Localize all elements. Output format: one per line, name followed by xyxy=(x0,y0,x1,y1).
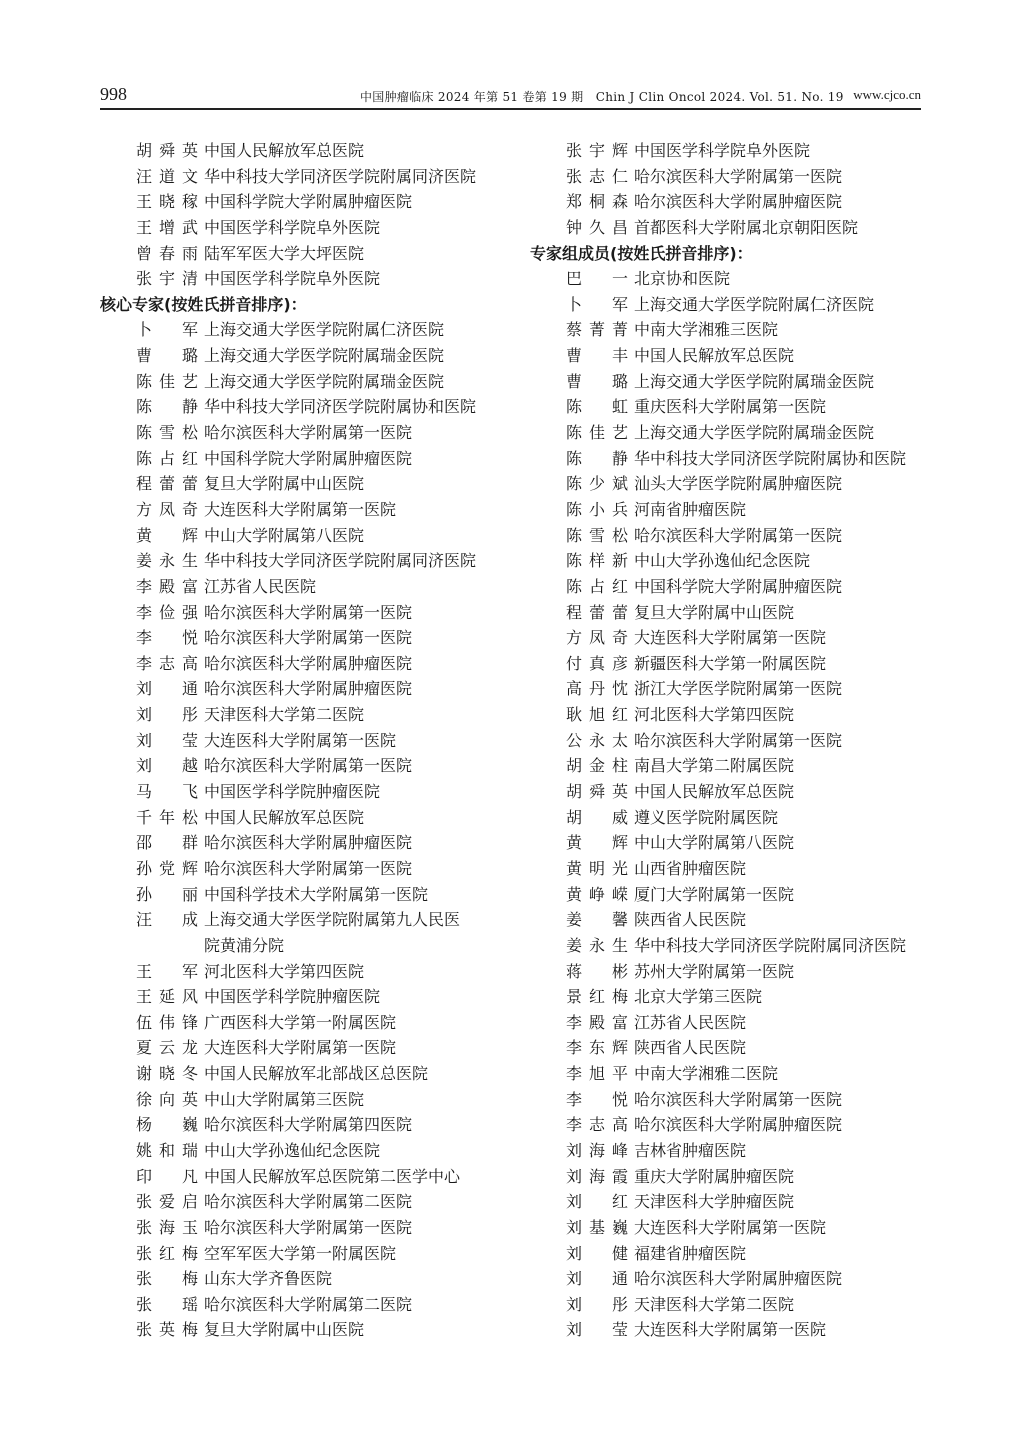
member-entry xyxy=(100,1061,500,1087)
member-institution: 哈尔滨医科大学附属第一医院 xyxy=(634,730,843,750)
member-entry xyxy=(100,830,500,856)
member-institution: 重庆医科大学附属第一医院 xyxy=(634,397,827,417)
member-institution: 陆军军医大学大坪医院 xyxy=(204,243,365,263)
member-name: 高丹忱 xyxy=(566,679,628,699)
member-entry xyxy=(100,676,500,702)
member-name: 张宇辉 xyxy=(566,141,628,160)
member-name: 张志仁 xyxy=(566,166,628,186)
journal-citation: 中国肿瘤临床 2024 年第 51 卷第 19 期 Chin J Clin Oncol 2024. Vol. 51. No. 19 xyxy=(360,90,844,104)
member-institution: 天津医科大学第二医院 xyxy=(634,1294,795,1314)
member-institution: 北京大学第三医院 xyxy=(634,987,763,1007)
member-entry xyxy=(100,1010,500,1036)
member-institution: 中国科学院大学附属肿瘤医院 xyxy=(204,448,413,468)
member-name: 徐向英 xyxy=(136,1089,198,1109)
member-entry xyxy=(530,856,930,882)
member-entry xyxy=(530,471,930,497)
member-institution: 大连医科大学附属第一医院 xyxy=(204,730,397,750)
member-institution: 河北医科大学第四医院 xyxy=(634,705,795,725)
member-entry xyxy=(530,625,930,651)
member-entry xyxy=(530,1061,930,1087)
member-name: 胡舜英 xyxy=(566,782,628,802)
member-name: 李东辉 xyxy=(566,1038,628,1058)
entry-continuation xyxy=(100,933,500,959)
member-entry xyxy=(530,446,930,472)
member-name: 耿旭红 xyxy=(566,705,628,725)
member-name: 刘海霞 xyxy=(566,1166,628,1186)
member-institution: 江苏省人民医院 xyxy=(634,1012,747,1032)
member-name: 李悦 xyxy=(566,1089,628,1109)
member-name: 公永太 xyxy=(566,730,628,750)
member-entry xyxy=(530,805,930,831)
member-entry xyxy=(100,1112,500,1138)
member-name: 黄峥嵘 xyxy=(566,884,628,904)
member-name: 汪成 xyxy=(136,910,198,930)
member-entry xyxy=(530,1112,930,1138)
member-name: 黄辉 xyxy=(566,833,628,853)
member-entry xyxy=(530,600,930,626)
member-name: 郑桐森 xyxy=(566,192,628,212)
member-institution: 中山大学孙逸仙纪念医院 xyxy=(204,1140,381,1160)
member-institution: 上海交通大学医学院附属仁济医院 xyxy=(204,320,445,340)
member-institution: 吉林省肿瘤医院 xyxy=(634,1140,747,1160)
member-entry xyxy=(100,266,500,292)
member-name: 胡舜英 xyxy=(136,141,198,160)
member-institution: 空军军医大学第一附属医院 xyxy=(204,1243,397,1263)
member-institution: 中国医学科学院阜外医院 xyxy=(204,269,381,289)
member-institution: 中国人民解放军北部战区总医院 xyxy=(204,1064,429,1084)
member-name: 陈雪松 xyxy=(136,423,198,443)
left-column xyxy=(100,138,500,1343)
member-name: 张瑶 xyxy=(136,1294,198,1314)
member-name: 刘莹 xyxy=(136,730,198,750)
member-institution: 北京协和医院 xyxy=(634,269,731,289)
member-entry xyxy=(530,984,930,1010)
member-name: 王增武 xyxy=(136,217,198,237)
member-institution: 哈尔滨医科大学附属第四医院 xyxy=(204,1115,413,1135)
member-entry xyxy=(100,164,500,190)
member-entry xyxy=(100,625,500,651)
member-name: 刘通 xyxy=(566,1269,628,1289)
member-institution: 哈尔滨医科大学附属第二医院 xyxy=(204,1294,413,1314)
member-name: 陈静 xyxy=(136,397,198,417)
member-entry xyxy=(100,882,500,908)
member-institution: 哈尔滨医科大学附属第一医院 xyxy=(204,756,413,776)
member-institution: 中国人民解放军总医院 xyxy=(634,782,795,802)
member-institution: 上海交通大学医学院附属瑞金医院 xyxy=(634,423,875,443)
member-name: 卜军 xyxy=(566,294,628,314)
member-entry xyxy=(100,369,500,395)
member-institution: 南昌大学第二附属医院 xyxy=(634,756,795,776)
member-institution: 哈尔滨医科大学附属肿瘤医院 xyxy=(204,833,413,853)
member-entry xyxy=(530,369,930,395)
member-institution: 大连医科大学附属第一医院 xyxy=(204,499,397,519)
member-institution: 中国科学院大学附属肿瘤医院 xyxy=(634,576,843,596)
member-institution: 哈尔滨医科大学附属第一医院 xyxy=(634,166,843,186)
member-name: 杨巍 xyxy=(136,1115,198,1135)
member-name: 钟久昌 xyxy=(566,217,628,237)
member-institution: 中山大学附属第八医院 xyxy=(204,525,365,545)
member-entry xyxy=(530,1138,930,1164)
member-institution: 上海交通大学医学院附属瑞金医院 xyxy=(204,346,445,366)
member-entry xyxy=(100,189,500,215)
member-name: 姜永生 xyxy=(566,935,628,955)
member-name: 陈雪松 xyxy=(566,525,628,545)
member-entry xyxy=(530,189,930,215)
member-name: 付真彦 xyxy=(566,653,628,673)
member-name: 姚和瑞 xyxy=(136,1140,198,1160)
member-institution: 汕头大学医学院附属肿瘤医院 xyxy=(634,474,843,494)
member-name: 胡金柱 xyxy=(566,756,628,776)
member-name: 胡威 xyxy=(566,807,628,827)
member-entry xyxy=(100,1241,500,1267)
member-institution: 河北医科大学第四医院 xyxy=(204,961,365,981)
member-institution: 中国科学院大学附属肿瘤医院 xyxy=(204,192,413,212)
member-entry xyxy=(100,651,500,677)
member-institution: 华中科技大学同济医学院附属同济医院 xyxy=(204,551,477,571)
member-institution: 陕西省人民医院 xyxy=(634,1038,747,1058)
member-entry xyxy=(100,138,500,164)
member-entry xyxy=(100,600,500,626)
member-name: 孙丽 xyxy=(136,884,198,904)
member-institution: 江苏省人民医院 xyxy=(204,576,317,596)
member-entry xyxy=(530,1035,930,1061)
member-name: 姜馨 xyxy=(566,910,628,930)
member-entry xyxy=(100,241,500,267)
member-entry xyxy=(100,1189,500,1215)
member-entry xyxy=(530,523,930,549)
member-institution: 华中科技大学同济医学院附属协和医院 xyxy=(634,448,907,468)
member-entry xyxy=(530,728,930,754)
member-institution: 哈尔滨医科大学附属肿瘤医院 xyxy=(634,1269,843,1289)
member-institution: 中山大学附属第三医院 xyxy=(204,1089,365,1109)
member-name: 姜永生 xyxy=(136,551,198,571)
member-entry xyxy=(530,215,930,241)
member-name: 曹璐 xyxy=(566,371,628,391)
member-institution: 陕西省人民医院 xyxy=(634,910,747,930)
member-entry xyxy=(100,907,500,933)
member-institution: 哈尔滨医科大学附属第二医院 xyxy=(204,1192,413,1212)
member-entry xyxy=(530,933,930,959)
member-entry xyxy=(100,1087,500,1113)
member-name: 曹璐 xyxy=(136,346,198,366)
member-entry xyxy=(100,471,500,497)
member-entry xyxy=(530,420,930,446)
member-institution: 山西省肿瘤医院 xyxy=(634,858,747,878)
member-entry xyxy=(530,266,930,292)
member-institution: 厦门大学附属第一医院 xyxy=(634,884,795,904)
member-name: 刘莹 xyxy=(566,1320,628,1340)
member-name: 陈占红 xyxy=(136,448,198,468)
member-name: 陈静 xyxy=(566,448,628,468)
member-institution: 上海交通大学医学院附属第九人民医 xyxy=(204,910,461,930)
member-entry xyxy=(100,394,500,420)
member-institution: 新疆医科大学第一附属医院 xyxy=(634,653,827,673)
section-heading: 核心专家(按姓氏拼音排序)： xyxy=(100,294,307,314)
member-entry xyxy=(100,702,500,728)
member-entry xyxy=(100,959,500,985)
member-name: 刘越 xyxy=(136,756,198,776)
page-number: 998 xyxy=(100,84,127,104)
member-entry xyxy=(530,676,930,702)
member-name: 刘海峰 xyxy=(566,1140,628,1160)
member-entry xyxy=(530,574,930,600)
member-name: 李殿富 xyxy=(136,576,198,596)
running-header xyxy=(100,84,921,108)
member-entry xyxy=(530,1241,930,1267)
member-name: 黄明光 xyxy=(566,858,628,878)
member-entry xyxy=(100,856,500,882)
member-name: 千年松 xyxy=(136,807,198,827)
member-entry xyxy=(100,753,500,779)
member-entry xyxy=(100,1164,500,1190)
member-name: 夏云龙 xyxy=(136,1038,198,1058)
member-entry xyxy=(530,497,930,523)
member-name: 曹丰 xyxy=(566,346,628,366)
member-name: 汪道文 xyxy=(136,166,198,186)
member-entry xyxy=(530,1164,930,1190)
member-institution: 哈尔滨医科大学附属第一医院 xyxy=(204,423,413,443)
member-institution: 山东大学齐鲁医院 xyxy=(204,1269,333,1289)
member-name: 刘基巍 xyxy=(566,1217,628,1237)
member-institution: 哈尔滨医科大学附属第一医院 xyxy=(204,858,413,878)
member-entry xyxy=(530,959,930,985)
member-entry xyxy=(100,523,500,549)
member-institution: 复旦大学附属中山医院 xyxy=(634,602,795,622)
right-column xyxy=(530,138,930,1343)
member-entry xyxy=(100,215,500,241)
member-name: 张红梅 xyxy=(136,1243,198,1263)
member-institution: 哈尔滨医科大学附属第一医院 xyxy=(634,525,843,545)
member-name: 邵群 xyxy=(136,833,198,853)
member-entry xyxy=(100,1266,500,1292)
member-institution: 大连医科大学附属第一医院 xyxy=(634,628,827,648)
member-entry xyxy=(530,292,930,318)
member-name: 马飞 xyxy=(136,782,198,802)
member-name: 蒋彬 xyxy=(566,961,628,981)
member-institution: 苏州大学附属第一医院 xyxy=(634,961,795,981)
member-institution: 复旦大学附属中山医院 xyxy=(204,474,365,494)
member-entry xyxy=(530,753,930,779)
member-institution: 中南大学湘雅三医院 xyxy=(634,320,779,340)
member-name: 曾春雨 xyxy=(136,243,198,263)
member-name: 陈小兵 xyxy=(566,499,628,519)
member-entry xyxy=(100,574,500,600)
member-entry xyxy=(100,728,500,754)
member-institution: 哈尔滨医科大学附属肿瘤医院 xyxy=(204,679,413,699)
member-name: 刘健 xyxy=(566,1243,628,1263)
member-entry xyxy=(530,779,930,805)
member-institution: 天津医科大学第二医院 xyxy=(204,705,365,725)
member-institution: 中南大学湘雅二医院 xyxy=(634,1064,779,1084)
member-institution: 上海交通大学医学院附属仁济医院 xyxy=(634,294,875,314)
member-institution: 华中科技大学同济医学院附属同济医院 xyxy=(634,935,907,955)
member-name: 王军 xyxy=(136,961,198,981)
member-name: 刘彤 xyxy=(136,705,198,725)
member-institution: 河南省肿瘤医院 xyxy=(634,499,747,519)
member-name: 刘通 xyxy=(136,679,198,699)
member-institution: 中国医学科学院肿瘤医院 xyxy=(204,782,381,802)
member-name: 陈虹 xyxy=(566,397,628,417)
member-institution: 哈尔滨医科大学附属肿瘤医院 xyxy=(634,192,843,212)
member-entry xyxy=(100,984,500,1010)
member-institution: 广西医科大学第一附属医院 xyxy=(204,1012,397,1032)
member-name: 张海玉 xyxy=(136,1217,198,1237)
member-name: 张梅 xyxy=(136,1269,198,1289)
member-institution: 上海交通大学医学院附属瑞金医院 xyxy=(204,371,445,391)
member-entry xyxy=(100,317,500,343)
member-name: 方凤奇 xyxy=(566,628,628,648)
member-institution: 哈尔滨医科大学附属肿瘤医院 xyxy=(204,653,413,673)
member-entry xyxy=(100,1317,500,1343)
member-institution: 中国人民解放军总医院 xyxy=(204,807,365,827)
member-institution: 大连医科大学附属第一医院 xyxy=(634,1320,827,1340)
member-name: 景红梅 xyxy=(566,987,628,1007)
member-name: 张英梅 xyxy=(136,1320,198,1340)
section-heading: 专家组成员(按姓氏拼音排序)： xyxy=(530,243,753,263)
member-entry xyxy=(100,779,500,805)
member-name: 陈少斌 xyxy=(566,474,628,494)
member-name: 刘彤 xyxy=(566,1294,628,1314)
member-institution: 华中科技大学同济医学院附属协和医院 xyxy=(204,397,477,417)
member-entry xyxy=(530,882,930,908)
member-institution: 中山大学孙逸仙纪念医院 xyxy=(634,551,811,571)
member-name: 陈佳艺 xyxy=(136,371,198,391)
member-entry xyxy=(530,1317,930,1343)
member-entry xyxy=(530,317,930,343)
member-name: 李殿富 xyxy=(566,1012,628,1032)
member-name: 黄辉 xyxy=(136,525,198,545)
member-entry xyxy=(530,548,930,574)
member-entry xyxy=(530,1292,930,1318)
member-institution: 院黄浦分院 xyxy=(204,935,285,955)
member-name: 李旭平 xyxy=(566,1064,628,1084)
member-name: 程蕾蕾 xyxy=(136,474,198,494)
member-entry xyxy=(100,805,500,831)
member-name: 巴一 xyxy=(566,269,628,289)
member-institution: 哈尔滨医科大学附属第一医院 xyxy=(634,1089,843,1109)
member-institution: 哈尔滨医科大学附属第一医院 xyxy=(204,1217,413,1237)
header-rule xyxy=(100,108,921,110)
member-institution: 中国人民解放军总医院 xyxy=(634,346,795,366)
member-entry xyxy=(100,1138,500,1164)
journal-url: www.cjco.cn xyxy=(853,87,921,102)
member-institution: 中国人民解放军总医院第二医学中心 xyxy=(204,1166,461,1186)
member-name: 李俭强 xyxy=(136,602,198,622)
member-name: 伍伟锋 xyxy=(136,1012,198,1032)
member-entry xyxy=(100,1215,500,1241)
member-name: 张爱启 xyxy=(136,1192,198,1212)
member-entry xyxy=(530,907,930,933)
member-name: 李志高 xyxy=(136,653,198,673)
member-name: 刘红 xyxy=(566,1192,628,1212)
member-entry xyxy=(100,343,500,369)
member-entry xyxy=(530,651,930,677)
member-name: 孙党辉 xyxy=(136,858,198,878)
member-entry xyxy=(530,702,930,728)
member-entry xyxy=(530,1189,930,1215)
member-name: 陈占红 xyxy=(566,576,628,596)
member-institution: 华中科技大学同济医学院附属同济医院 xyxy=(204,166,477,186)
member-name: 张宇清 xyxy=(136,269,198,289)
member-name: 方凤奇 xyxy=(136,499,198,519)
member-name: 卜军 xyxy=(136,320,198,340)
member-institution: 哈尔滨医科大学附属第一医院 xyxy=(204,628,413,648)
member-institution: 中国医学科学院肿瘤医院 xyxy=(204,987,381,1007)
member-entry xyxy=(100,446,500,472)
member-entry xyxy=(100,420,500,446)
member-institution: 天津医科大学肿瘤医院 xyxy=(634,1192,795,1212)
member-institution: 福建省肿瘤医院 xyxy=(634,1243,747,1263)
member-institution: 哈尔滨医科大学附属第一医院 xyxy=(204,602,413,622)
member-institution: 上海交通大学医学院附属瑞金医院 xyxy=(634,371,875,391)
member-entry xyxy=(530,394,930,420)
member-name: 王晓稼 xyxy=(136,192,198,212)
member-name: 蔡菁菁 xyxy=(566,320,628,340)
member-entry xyxy=(530,164,930,190)
member-institution: 中山大学附属第八医院 xyxy=(634,833,795,853)
member-institution: 中国医学科学院阜外医院 xyxy=(634,141,811,160)
member-institution: 遵义医学院附属医院 xyxy=(634,807,779,827)
member-entry xyxy=(100,497,500,523)
member-entry xyxy=(100,1035,500,1061)
member-institution: 复旦大学附属中山医院 xyxy=(204,1320,365,1340)
member-institution: 大连医科大学附属第一医院 xyxy=(634,1217,827,1237)
member-name: 印凡 xyxy=(136,1166,198,1186)
member-institution: 中国科学技术大学附属第一医院 xyxy=(204,884,429,904)
member-entry xyxy=(530,1087,930,1113)
member-entry xyxy=(530,343,930,369)
member-institution: 大连医科大学附属第一医院 xyxy=(204,1038,397,1058)
member-name: 程蕾蕾 xyxy=(566,602,628,622)
member-entry xyxy=(530,138,930,164)
member-name: 王延风 xyxy=(136,987,198,1007)
member-entry xyxy=(530,1215,930,1241)
member-name: 陈样新 xyxy=(566,551,628,571)
member-institution: 浙江大学医学院附属第一医院 xyxy=(634,679,843,699)
member-entry xyxy=(530,1010,930,1036)
member-name: 李志高 xyxy=(566,1115,628,1135)
member-name: 李悦 xyxy=(136,628,198,648)
member-institution: 哈尔滨医科大学附属肿瘤医院 xyxy=(634,1115,843,1135)
member-institution: 中国医学科学院阜外医院 xyxy=(204,217,381,237)
member-name: 谢晓冬 xyxy=(136,1064,198,1084)
member-entry xyxy=(530,1266,930,1292)
member-entry xyxy=(100,1292,500,1318)
member-entry xyxy=(530,830,930,856)
member-institution: 首都医科大学附属北京朝阳医院 xyxy=(634,217,859,237)
member-institution: 中国人民解放军总医院 xyxy=(204,141,365,160)
member-institution: 重庆大学附属肿瘤医院 xyxy=(634,1166,795,1186)
member-entry xyxy=(100,548,500,574)
member-name: 陈佳艺 xyxy=(566,423,628,443)
